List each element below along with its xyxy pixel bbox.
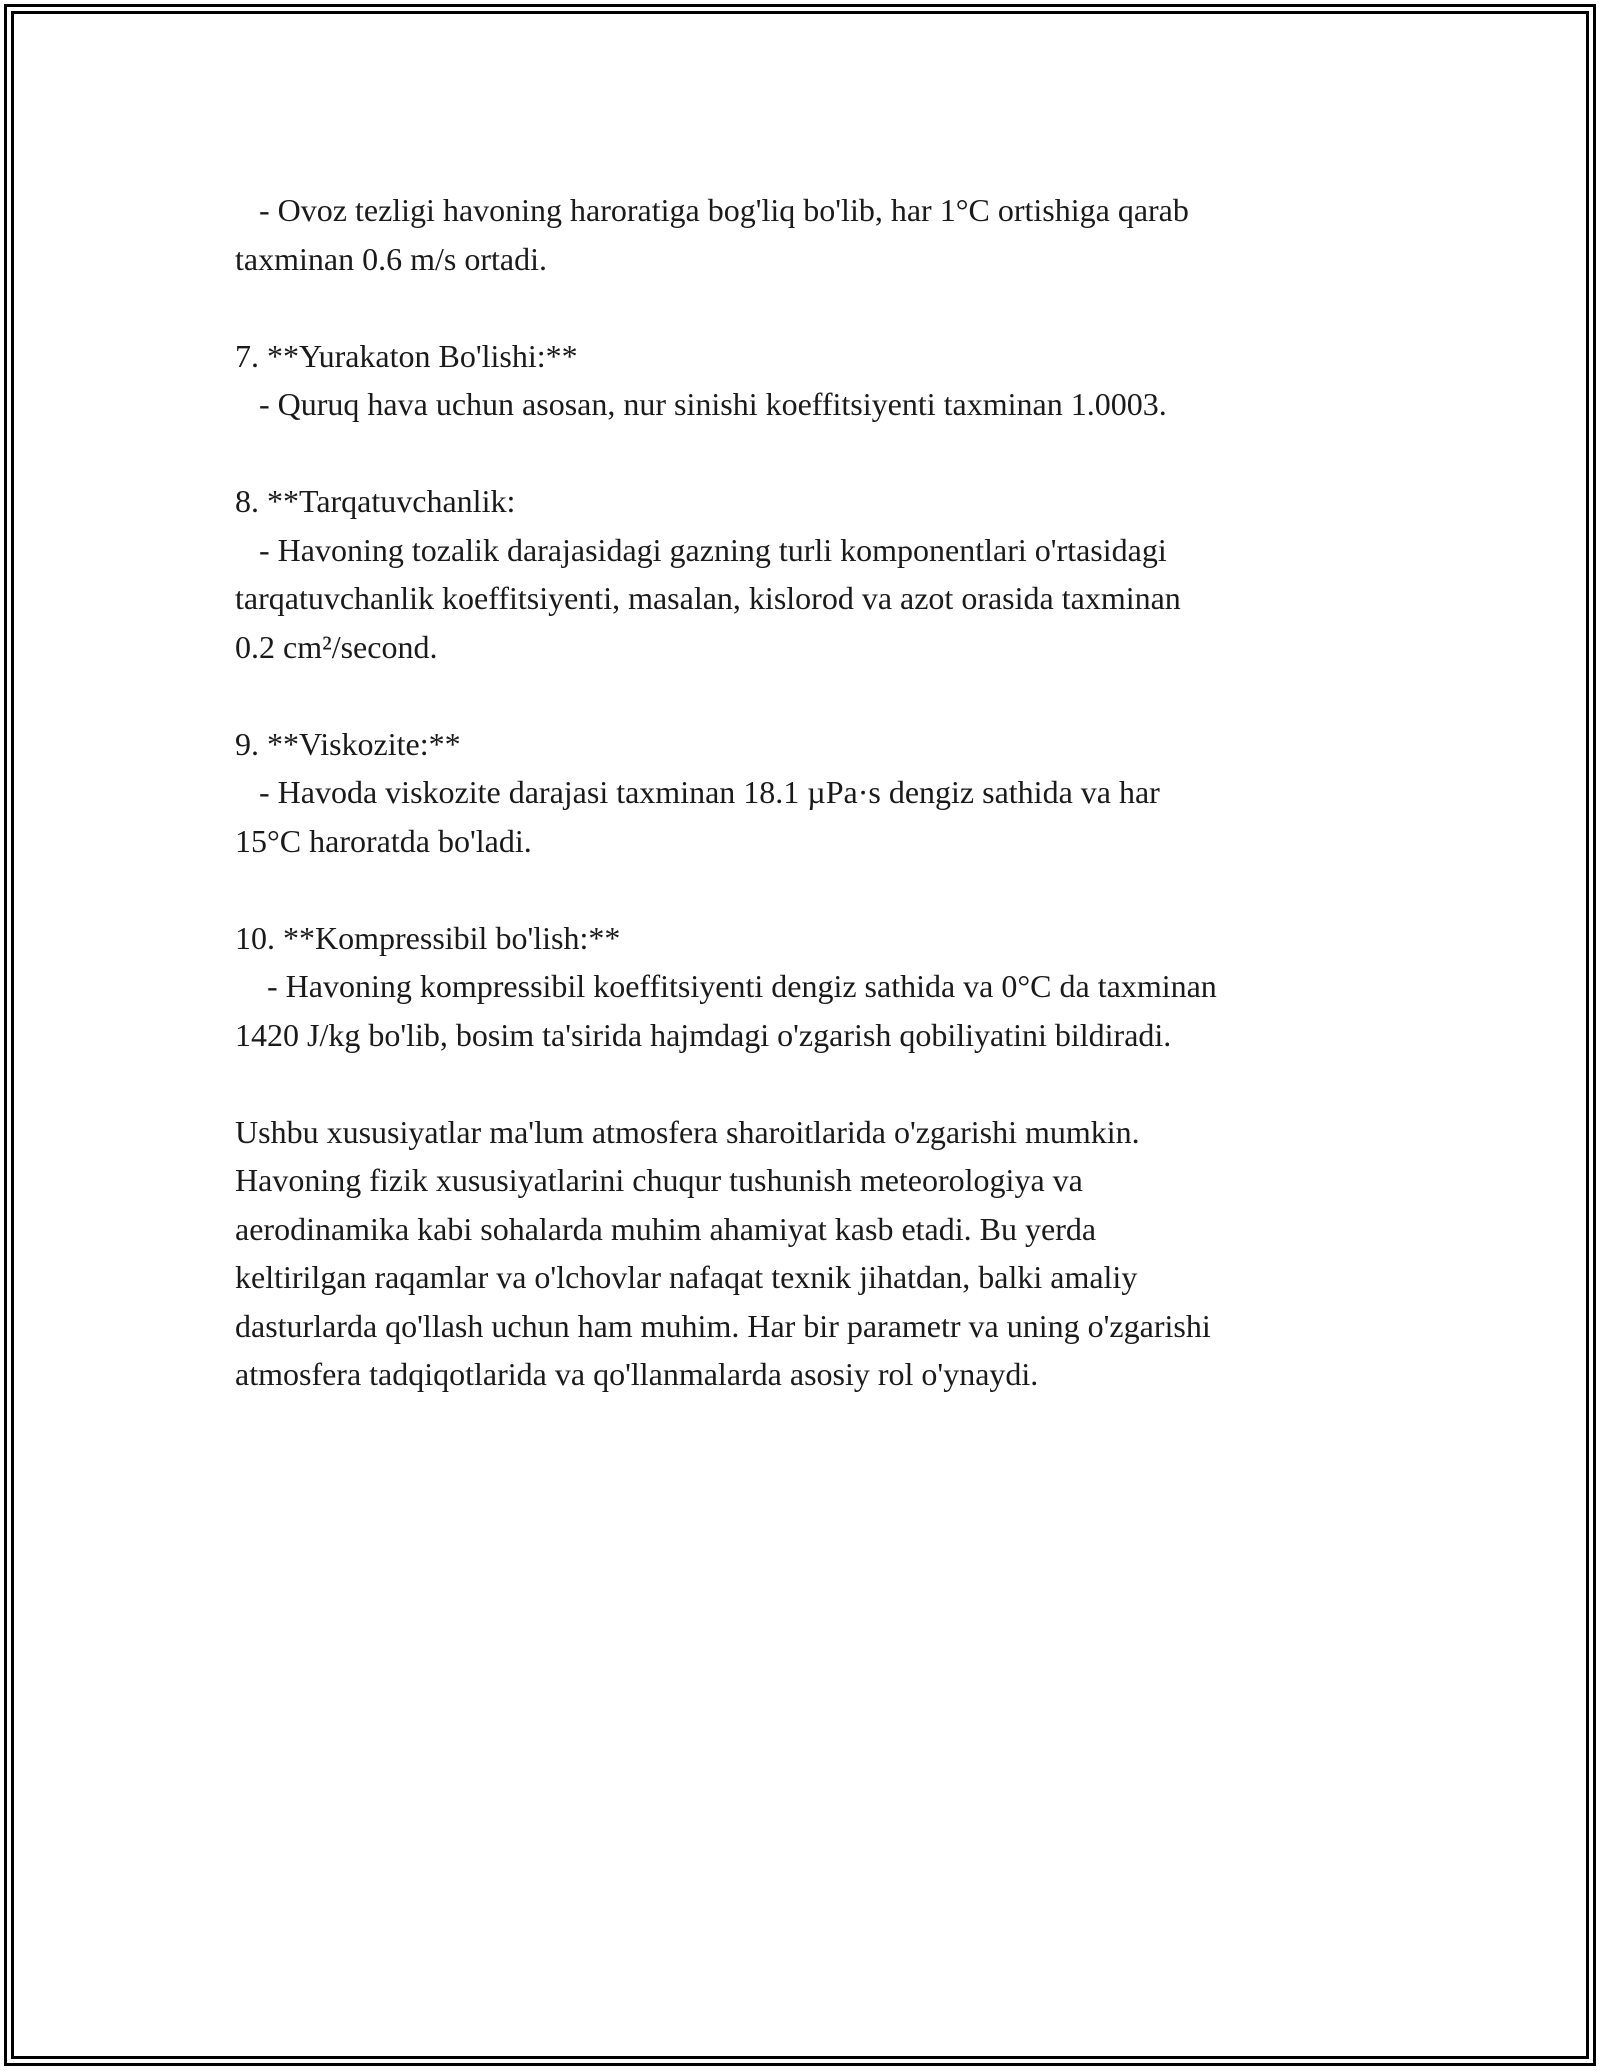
text-line: tarqatuvchanlik koeffitsiyenti, masalan, kislorod va azot orasida taxminan	[235, 580, 1181, 616]
blank-line	[235, 1059, 1385, 1108]
list-heading-7: 7. **Yurakaton Bo'lishi:**	[235, 337, 578, 374]
summary-line: Havoning fizik xususiyatlarini chuqur tushunish meteorologiya va	[235, 1162, 1083, 1198]
text-line: 1420 J/kg bo'lib, bosim ta'sirida hajmdagi o'zgarish qobiliyatini bildiradi.	[235, 1016, 1172, 1053]
text-line: taxminan 0.6 m/s ortadi.	[235, 240, 547, 277]
summary-line: Ushbu xususiyatlar ma'lum atmosfera sharoitlarida o'zgarishi mumkin.	[235, 1113, 1140, 1150]
text-line: - Havoning kompressibil koeffitsiyenti dengiz sathida va 0°C da taxminan	[235, 968, 1217, 1004]
text-line: - Quruq hava uchun asosan, nur sinishi koeffitsiyenti taxminan 1.0003.	[235, 386, 1167, 422]
summary-line: aerodinamika kabi sohalarda muhim ahamiyat kasb etadi. Bu yerda	[235, 1210, 1097, 1247]
text-line: 15°C haroratda bo'ladi.	[235, 822, 532, 859]
list-heading-8: 8. **Tarqatuvchanlik:	[235, 483, 516, 519]
summary-line: dasturlarda qo'llash uchun ham muhim. Har bir parametr va uning o'zgarishi	[235, 1307, 1211, 1344]
blank-line	[235, 865, 1385, 914]
document-body	[235, 186, 1385, 1399]
summary-line: atmosfera tadqiqotlarida va qo'llanmalarda asosiy rol o'ynaydi.	[235, 1356, 1039, 1392]
text-line: 0.2 cm²/second.	[235, 628, 438, 665]
blank-line	[235, 671, 1385, 720]
text-line: - Havoda viskozite darajasi taxminan 18.1 µPa·s dengiz sathida va har	[235, 774, 1160, 810]
text-line: - Havoning tozalik darajasidagi gazning turli komponentlari o'rtasidagi	[235, 531, 1167, 568]
list-heading-10: 10. **Kompressibil bo'lish:**	[235, 919, 621, 956]
summary-line: keltirilgan raqamlar va o'lchovlar nafaqat texnik jihatdan, balki amaliy	[235, 1259, 1138, 1295]
list-heading-9: 9. **Viskozite:**	[235, 725, 461, 762]
blank-line	[235, 429, 1385, 478]
blank-line	[235, 283, 1385, 332]
text-line: - Ovoz tezligi havoning haroratiga bog'liq bo'lib, har 1°C ortishiga qarab	[235, 192, 1189, 228]
